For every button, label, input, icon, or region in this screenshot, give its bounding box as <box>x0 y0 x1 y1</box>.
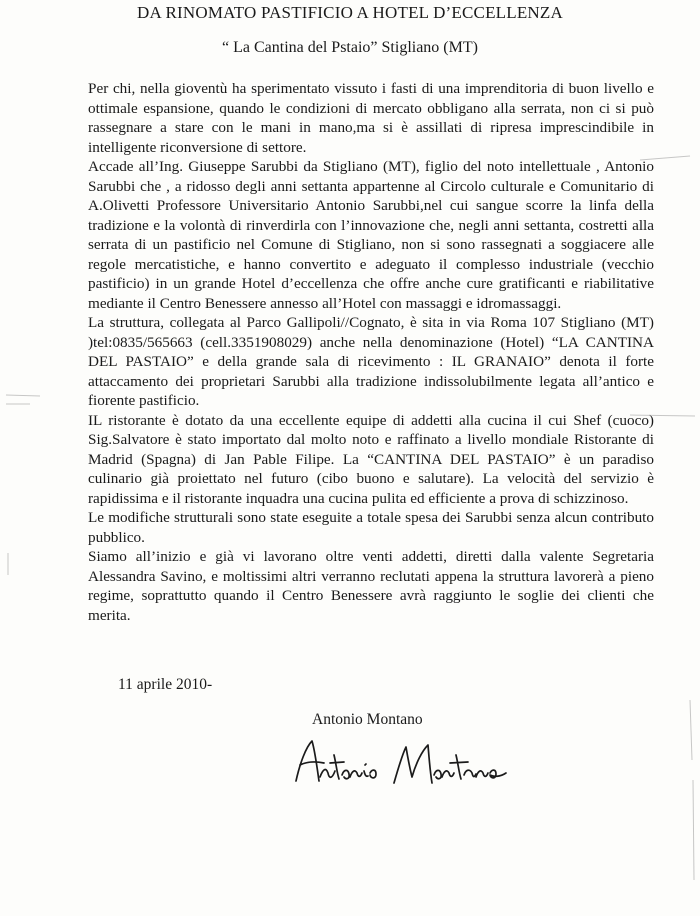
document-date: 11 aprile 2010- <box>118 676 213 693</box>
paragraph-1: Per chi, nella gioventù ha sperimentato vissuto i fasti di una imprenditoria di buon livello e ottimale espansione, quando le condizioni di mercato obbligano alla serrata, non ci si può rassegnare a stare con le mani in mano,ma si è assillati di ripresa imprescindibile in intelligente riconversione di settore. <box>88 80 654 156</box>
paragraph-6: Siamo all’inizio e già vi lavorano oltre venti addetti, diretti dalla valente Segretaria Alessandra Savino, e moltissimi altri verranno reclutati appena la struttura lavorerà a pieno regime, soprattutto quando il Centro Benessere avrà raggiunto le soglie dei clienti che merita. <box>88 548 654 624</box>
document-body <box>88 79 654 625</box>
paragraph-4: IL ristorante è dotato da una eccellente equipe di addetti alla cucina il cui Shef (cuoco) Sig.Salvatore è stato importato dal molto noto e raffinato a livello mondiale Ristorante di Madrid (Spagna) di Jan Pable Filipe. La “CANTINA DEL PASTAIO” è un paradiso culinario già proiettato nel futuro (cibo buono e salutare). La velocità del servizio è rapidissima e il ristorante inquadra una cucina pulita ed efficiente a prova di schizzinoso. <box>88 411 654 507</box>
author-name: Antonio Montano <box>312 711 423 728</box>
handwritten-signature <box>290 733 520 798</box>
document-subtitle: “ La Cantina del Pstaio” Stigliano (MT) <box>222 39 478 56</box>
paragraph-2: Accade all’Ing. Giuseppe Sarubbi da Stigliano (MT), figlio del noto intellettuale , Antonio Sarubbi che , a ridosso degli anni settanta appartenne al Circolo culturale e Comunitario di A.Olivetti Professore Universitario Antonio Sarubbi,nel cui sangue scorre la linfa della tradizione e la volontà di rinverdirla con l’innovazione che, negli anni settanta, costretti alla serrata di un pastificio nel Comune di Stigliano, non si sono rassegnati a soggiacere alle regole mercatistiche, e hanno convertito e adeguato il complesso industriale (vecchio pastificio) in un grande Hotel d’eccellenza che offre anche cure gratificanti e riabilitative mediante il Centro Benessere annesso all’Hotel con massaggi e idromassaggi. <box>88 158 654 312</box>
paragraph-3: La struttura, collegata al Parco Gallipoli//Cognato, è sita in via Roma 107 Stigliano (MT) )tel:0835/565663 (cell.3351908029) anche nella denominazione (Hotel) “LA CANTINA DEL PASTAIO” e della grande sala di ricevimento : IL GRANAIO” denota il forte attaccamento dei proprietari Sarubbi alla tradizione indissolubilmente legata all’antico e fiorente pastificio. <box>88 314 654 409</box>
paragraph-5: Le modifiche strutturali sono state eseguite a totale spesa dei Sarubbi senza alcun contributo pubblico. <box>88 509 654 546</box>
document-title: DA RINOMATO PASTIFICIO A HOTEL D’ECCELLENZA <box>137 3 563 22</box>
